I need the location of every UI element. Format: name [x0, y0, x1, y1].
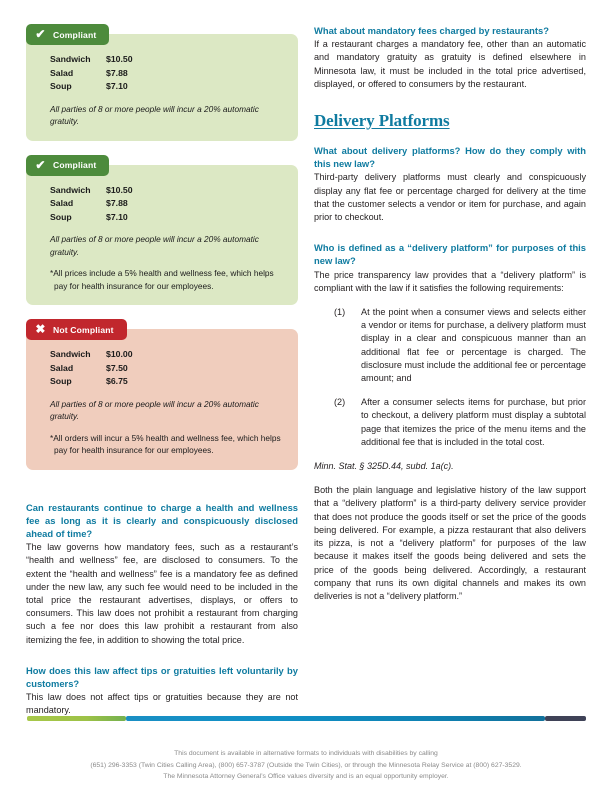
example-box-compliant-1	[26, 24, 298, 141]
statute-citation: Minn. Stat. § 325D.44, subd. 1a(c).	[314, 461, 454, 472]
menu-item-name: Salad	[50, 67, 74, 78]
menu-item-name: Soup	[50, 81, 72, 91]
left-column	[26, 24, 298, 718]
right-column	[314, 24, 586, 603]
menu-row	[50, 348, 282, 362]
menu-item-name: Soup	[50, 376, 72, 386]
answer-delivery-platform-definition: The price transparency law provides that a “delivery platform” is compliant with the law if it satisfies the following requirements:	[314, 269, 586, 293]
menu-item-price: $10.50	[106, 54, 133, 64]
example-panel	[26, 34, 298, 141]
footer-divider	[0, 716, 612, 721]
gratuity-note: All parties of 8 or more people will incur a 20% automatic gratuity.	[50, 103, 259, 126]
requirement-text: After a consumer selects items for purchase, but prior to checkout, a delivery platform must display a subtotal page that itemizes the price of the menu items and the additional fee that is included in the total cost.	[361, 397, 586, 447]
requirement-marker: (2)	[334, 397, 346, 408]
requirements-list	[314, 306, 586, 449]
menu-row	[50, 67, 282, 81]
footer-line-2: (651) 296-3353 (Twin Cities Calling Area), (800) 657-3787 (Outside the Twin Cities), or through the Minnesota Relay Service at (800) 627-3529.	[90, 761, 522, 769]
menu-item-name: Sandwich	[50, 54, 91, 64]
requirement-marker: (1)	[334, 307, 346, 318]
question-mandatory-fees: What about mandatory fees charged by restaurants?	[314, 25, 549, 36]
menu-item-name: Soup	[50, 211, 72, 222]
gratuity-note: All parties of 8 or more people will incur a 20% automatic gratuity.	[50, 398, 259, 421]
example-panel	[26, 165, 298, 306]
menu-row	[50, 53, 282, 67]
menu-item-price: $10.50	[106, 184, 133, 195]
example-box-not-compliant	[26, 319, 298, 470]
menu-row	[50, 375, 282, 389]
badge-label: Not Compliant	[53, 324, 114, 335]
not-compliant-badge	[26, 319, 127, 340]
menu-row	[50, 80, 282, 94]
badge-label: Compliant	[53, 29, 97, 40]
menu-item-price: $6.75	[106, 376, 128, 386]
menu-row	[50, 362, 282, 376]
closing-paragraph: Both the plain language and legislative history of the law support that a “delivery platform” is a third-party delivery service provider that does not produce the goods itself or set the price of the goods being delivered. For example, a pizza restaurant that also delivers its pizza, is not a “delivery platform” for purposes of the law because it makes itself the goods being delivered and sets the price of the goods being delivered. Accordingly, a restaurant company that runs its own digital channels and makes its own deliveries is not a “delivery platform.”	[314, 485, 586, 601]
compliant-badge	[26, 24, 109, 45]
check-icon: ✔	[35, 27, 46, 41]
answer-health-wellness-fee: The law governs how mandatory fees, such as a restaurant’s “health and wellness” fee, are disclosed to consumers. To the extent the “health and wellness” fee is a mandatory fee as defined under the new law, any such fee would need to be included in the total price the restaurant advertises, displays, or offers to consumers. This law does not prohibit a restaurant from charging such a fee nor does this law prohibit a restaurant from also itemizing the fee, in addition to showing the total price.	[26, 542, 298, 645]
example-panel	[26, 329, 298, 470]
menu-row	[50, 197, 282, 211]
menu-item-price: $7.50	[106, 362, 128, 373]
footer-line-1: This document is available in alternative formats to individuals with disabilities by calling	[174, 750, 438, 757]
menu-item-price: $7.88	[106, 67, 128, 78]
menu-item-name: Sandwich	[50, 184, 91, 195]
question-delivery-platform-definition: Who is defined as a “delivery platform” for purposes of this new law?	[314, 242, 586, 267]
requirement-item	[314, 396, 586, 449]
menu-row	[50, 184, 282, 198]
answer-tips-gratuities: This law does not affect tips or gratuities because they are not mandatory.	[26, 692, 298, 716]
answer-delivery-platform-compliance: Third-party delivery platforms must clearly and conspicuously display any flat fee or percentage charged for delivery at the time that the customer selects a vendor or item for purchase, and again prior to checkout.	[314, 172, 586, 223]
spacer	[26, 647, 298, 664]
answer-mandatory-fees: If a restaurant charges a mandatory fee, other than an automatic and mandatory gratuity as gratuity is defined elsewhere in Minnesota law, it must be included in the total price advertised, displayed, or offered to consumers by the restaurant.	[314, 39, 586, 89]
question-delivery-platform-compliance: What about delivery platforms? How do they comply with this new law?	[314, 145, 586, 170]
footer-line-3: The Minnesota Attorney General’s Office values diversity and is an equal opportunity employer.	[163, 773, 449, 780]
divider-segment-blue	[126, 716, 545, 721]
requirement-text: At the point when a consumer views and selects either a vendor or items for purchase, a delivery platform must display in a clear and conspicuous manner than an additional flat fee or percentage is charged. The disclosure must include the additional fee or percentage amount; and	[361, 307, 586, 384]
question-tips-gratuities: How does this law affect tips or gratuities left voluntarily by customers?	[26, 664, 298, 689]
example-box-compliant-2	[26, 155, 298, 306]
menu-item-name: Salad	[50, 362, 74, 373]
menu-item-price: $7.88	[106, 198, 128, 208]
spacer	[26, 484, 298, 501]
section-heading-delivery-platforms: Delivery Platforms	[314, 111, 450, 131]
check-icon: ✔	[35, 157, 46, 172]
page-footer	[0, 748, 612, 783]
two-column-layout	[0, 24, 612, 714]
compliant-badge	[26, 155, 109, 176]
gratuity-note: All parties of 8 or more people will incur a 20% automatic gratuity.	[50, 234, 259, 257]
requirement-item	[314, 306, 586, 385]
menu-item-price: $7.10	[106, 81, 128, 91]
spacer	[314, 224, 586, 241]
menu-item-price: $7.10	[106, 211, 128, 222]
x-icon: ✖	[35, 322, 46, 336]
menu-item-name: Sandwich	[50, 349, 91, 359]
divider-segment-green	[27, 716, 126, 721]
menu-item-name: Salad	[50, 198, 74, 208]
menu-item-price: $10.00	[106, 349, 133, 359]
question-health-wellness-fee: Can restaurants continue to charge a health and wellness fee as long as it is clearly and conspicuously disclosed ahead of time?	[26, 501, 298, 539]
badge-label: Compliant	[53, 160, 97, 170]
fee-footnote: *All prices include a 5% health and wellness fee, which helps pay for health insurance for our employees.	[50, 268, 274, 291]
menu-row	[50, 211, 282, 225]
divider-segment-navy	[545, 716, 586, 721]
fee-footnote: *All orders will incur a 5% health and wellness fee, which helps pay for health insurance for our employees.	[50, 432, 281, 455]
